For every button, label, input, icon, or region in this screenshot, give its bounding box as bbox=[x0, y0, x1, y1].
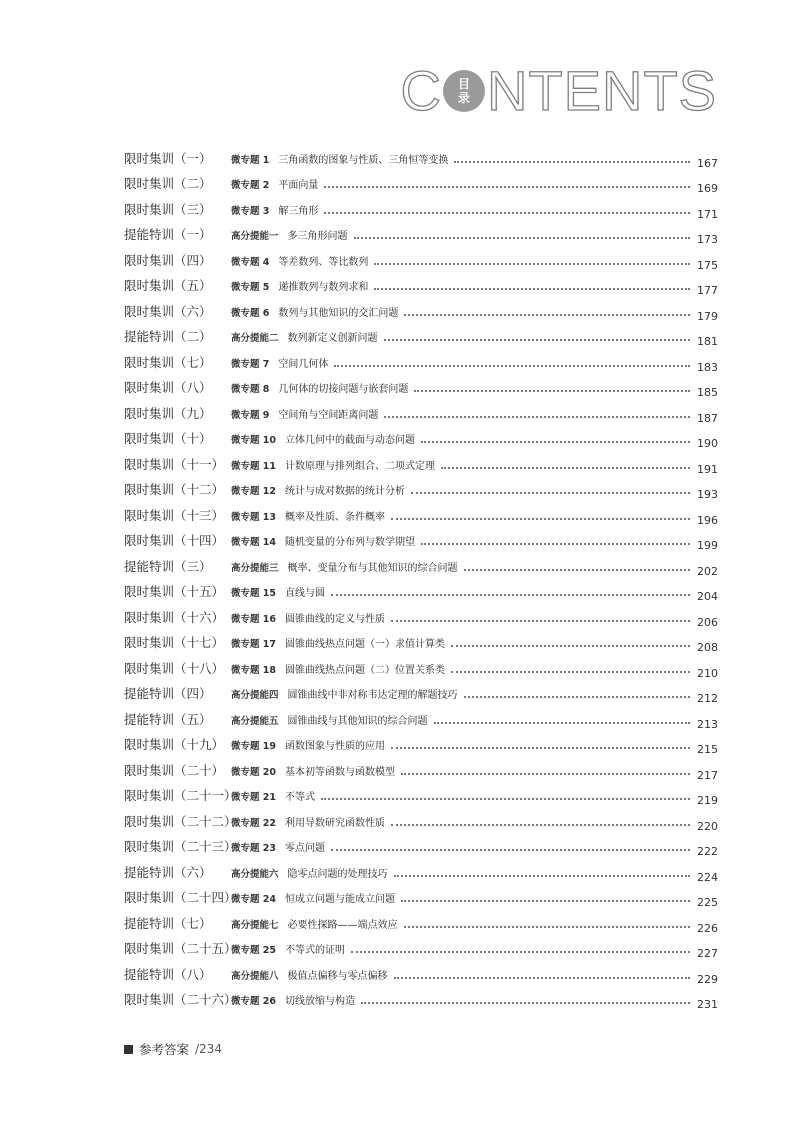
toc-row[interactable] bbox=[124, 299, 718, 325]
toc-page-number: 183 bbox=[697, 360, 718, 374]
toc-topic-label: 微专题 26 bbox=[231, 996, 277, 1007]
toc-topic-label: 微专题 7 bbox=[231, 358, 270, 370]
toc-page-number: 193 bbox=[697, 488, 718, 501]
toc-page-number: 199 bbox=[697, 539, 718, 552]
toc-page-number: 171 bbox=[697, 207, 718, 221]
toc-row[interactable] bbox=[124, 223, 718, 249]
toc-topic-title: 圆锥曲线热点问题（一）求值计算类 bbox=[285, 639, 446, 650]
toc-section-label: 提能特训（一） bbox=[124, 227, 212, 242]
toc-topic-title: 圆锥曲线热点问题（二）位置关系类 bbox=[285, 664, 446, 676]
toc-topic-title: 等差数列、等比数列 bbox=[278, 256, 369, 268]
toc-dot-leader bbox=[394, 977, 690, 979]
toc-topic-title: 直线与圆 bbox=[285, 588, 326, 599]
toc-topic-label: 微专题 1 bbox=[231, 154, 270, 166]
toc-row[interactable] bbox=[124, 554, 718, 580]
toc-page-number: 219 bbox=[697, 794, 718, 807]
toc-dot-leader bbox=[401, 773, 690, 775]
toc-dot-leader bbox=[411, 492, 690, 494]
toc-topic-label: 微专题 3 bbox=[231, 205, 270, 217]
toc-topic-label: 高分提能四 bbox=[231, 690, 279, 701]
toc-row[interactable] bbox=[124, 529, 718, 555]
toc-dot-leader bbox=[391, 824, 690, 826]
toc-topic-title: 三角函数的图象与性质、三角恒等变换 bbox=[278, 154, 449, 166]
toc-topic-label: 高分提能二 bbox=[231, 333, 279, 344]
toc-topic-label: 微专题 12 bbox=[231, 486, 277, 497]
toc-row[interactable] bbox=[124, 988, 718, 1014]
toc-topic-title: 概率、变量分布与其他知识的综合问题 bbox=[287, 562, 458, 574]
toc-topic-title: 隐零点问题的处理技巧 bbox=[287, 868, 388, 880]
toc-dot-leader bbox=[374, 263, 690, 265]
toc-page-number: 231 bbox=[697, 998, 718, 1011]
toc-section-label: 限时集训（五） bbox=[124, 278, 212, 293]
toc-dot-leader bbox=[434, 722, 690, 724]
toc-dot-leader bbox=[334, 365, 690, 367]
logo-badge-circle bbox=[443, 70, 485, 112]
toc-row[interactable] bbox=[124, 656, 718, 682]
toc-row[interactable] bbox=[124, 478, 718, 504]
toc-section-label: 提能特训（三） bbox=[124, 558, 212, 574]
toc-row[interactable] bbox=[124, 835, 718, 861]
toc-section-label: 提能特训（七） bbox=[124, 915, 212, 931]
toc-page-number: 224 bbox=[697, 870, 718, 884]
toc-section-label: 提能特训（六） bbox=[124, 864, 212, 880]
toc-row[interactable] bbox=[124, 350, 718, 376]
toc-topic-title: 不等式 bbox=[285, 792, 316, 803]
toc-row[interactable] bbox=[124, 452, 718, 478]
toc-topic-title: 空间几何体 bbox=[278, 358, 329, 370]
toc-section-label: 限时集训（十五） bbox=[124, 584, 225, 599]
logo-letters-ntents: NTENTS bbox=[487, 59, 717, 122]
toc-topic-label: 微专题 8 bbox=[231, 384, 270, 395]
toc-section-label: 限时集训（十七） bbox=[124, 635, 225, 650]
toc-topic-title: 圆锥曲线中非对称韦达定理的解题技巧 bbox=[287, 690, 458, 701]
toc-topic-title: 多三角形问题 bbox=[287, 231, 348, 242]
toc-topic-title: 不等式的证明 bbox=[285, 945, 346, 956]
toc-row[interactable] bbox=[124, 197, 718, 223]
toc-section-label: 限时集训（七） bbox=[124, 354, 212, 370]
toc-page-number: 190 bbox=[697, 437, 718, 450]
toc-page-number: 217 bbox=[697, 768, 718, 782]
toc-row[interactable] bbox=[124, 401, 718, 427]
toc-topic-title: 零点问题 bbox=[285, 843, 326, 854]
toc-dot-leader bbox=[384, 339, 690, 341]
toc-topic-label: 微专题 25 bbox=[231, 945, 277, 956]
toc-topic-label: 微专题 17 bbox=[231, 639, 277, 650]
toc-row[interactable] bbox=[124, 427, 718, 453]
toc-section-label: 限时集训（二十一） bbox=[124, 788, 237, 803]
toc-page-number: 227 bbox=[697, 947, 718, 960]
toc-page-number: 220 bbox=[697, 819, 718, 833]
toc-section-label: 提能特训（五） bbox=[124, 711, 212, 727]
toc-dot-leader bbox=[414, 390, 690, 392]
toc-row[interactable] bbox=[124, 809, 718, 835]
toc-topic-title: 利用导数研究函数性质 bbox=[285, 817, 386, 829]
toc-topic-label: 微专题 14 bbox=[231, 537, 277, 548]
toc-topic-label: 微专题 6 bbox=[231, 307, 270, 319]
toc-dot-leader bbox=[374, 288, 690, 290]
toc-topic-label: 微专题 18 bbox=[231, 664, 277, 676]
toc-row[interactable] bbox=[124, 376, 718, 402]
toc-topic-title: 数列新定义创新问题 bbox=[287, 333, 378, 344]
toc-topic-title: 切线放缩与构造 bbox=[285, 996, 356, 1007]
square-bullet-icon bbox=[124, 1045, 133, 1054]
toc-topic-title: 圆锥曲线的定义与性质 bbox=[285, 613, 386, 625]
toc-dot-leader bbox=[331, 594, 690, 596]
toc-dot-leader bbox=[421, 543, 690, 545]
toc-page-number: 215 bbox=[697, 743, 718, 756]
toc-page-number: 202 bbox=[697, 564, 718, 578]
toc-dot-leader bbox=[391, 518, 690, 520]
toc-topic-label: 高分提能七 bbox=[231, 919, 279, 931]
toc-row[interactable] bbox=[124, 274, 718, 300]
toc-row[interactable] bbox=[124, 886, 718, 912]
toc-topic-label: 微专题 22 bbox=[231, 817, 277, 829]
toc-row[interactable] bbox=[124, 733, 718, 759]
toc-section-label: 限时集训（二十五） bbox=[124, 941, 237, 956]
toc-dot-leader bbox=[331, 849, 690, 851]
logo-letter-c: C bbox=[400, 59, 442, 122]
toc-dot-leader bbox=[451, 645, 690, 647]
toc-page-number: 187 bbox=[697, 411, 718, 425]
toc-topic-title: 计数原理与排列组合、二项式定理 bbox=[285, 460, 436, 472]
toc-topic-label: 微专题 13 bbox=[231, 511, 277, 523]
toc-dot-leader bbox=[464, 569, 690, 571]
toc-topic-title: 立体几何中的截面与动态问题 bbox=[285, 435, 416, 446]
toc-dot-leader bbox=[384, 416, 690, 418]
toc-topic-title: 平面向量 bbox=[278, 180, 319, 191]
toc-dot-leader bbox=[401, 900, 690, 902]
toc-page-number: 225 bbox=[697, 896, 718, 909]
toc-page-number: 212 bbox=[697, 692, 718, 705]
toc-topic-label: 高分提能三 bbox=[231, 562, 279, 574]
toc-dot-leader bbox=[454, 161, 690, 163]
toc-section-label: 限时集训（二十六） bbox=[124, 992, 237, 1007]
toc-topic-label: 微专题 19 bbox=[231, 741, 277, 752]
toc-section-label: 限时集训（二十三） bbox=[124, 839, 237, 854]
toc-section-label: 提能特训（八） bbox=[124, 966, 212, 982]
toc-section-label: 限时集训（十一） bbox=[124, 456, 225, 472]
toc-page-number: 210 bbox=[697, 666, 718, 680]
toc-topic-title: 圆锥曲线与其他知识的综合问题 bbox=[287, 715, 428, 727]
toc-topic-title: 函数图象与性质的应用 bbox=[285, 741, 386, 752]
toc-row[interactable] bbox=[124, 962, 718, 988]
toc-topic-title: 概率及性质、条件概率 bbox=[285, 511, 386, 523]
toc-topic-title: 统计与成对数据的统计分析 bbox=[285, 486, 406, 497]
toc-topic-label: 高分提能六 bbox=[231, 868, 279, 880]
toc-section-label: 限时集训（十） bbox=[124, 431, 212, 446]
toc-page-number: 179 bbox=[697, 309, 718, 323]
toc-page-number: 196 bbox=[697, 513, 718, 527]
toc-row[interactable] bbox=[124, 937, 718, 963]
toc-page-number: 185 bbox=[697, 386, 718, 399]
logo-badge-char-top: 目 bbox=[457, 77, 470, 91]
toc-topic-title: 几何体的切接问题与嵌套问题 bbox=[278, 384, 409, 395]
toc-dot-leader bbox=[441, 467, 690, 469]
toc-topic-title: 数列与其他知识的交汇问题 bbox=[278, 307, 399, 319]
toc-section-label: 限时集训（十六） bbox=[124, 609, 225, 625]
toc-page-number: 177 bbox=[697, 284, 718, 297]
toc-topic-title: 递推数列与数列求和 bbox=[278, 282, 369, 293]
toc-topic-label: 微专题 11 bbox=[231, 460, 277, 472]
toc-section-label: 限时集训（二十四） bbox=[124, 890, 237, 905]
toc-topic-title: 极值点偏移与零点偏移 bbox=[287, 970, 388, 982]
toc-dot-leader bbox=[451, 671, 690, 673]
toc-dot-leader bbox=[464, 696, 690, 698]
toc-dot-leader bbox=[391, 747, 690, 749]
toc-row[interactable] bbox=[124, 707, 718, 733]
toc-row[interactable] bbox=[124, 605, 718, 631]
toc-page-number: 208 bbox=[697, 641, 718, 654]
toc-dot-leader bbox=[391, 620, 690, 622]
toc-section-label: 限时集训（二十） bbox=[124, 762, 225, 778]
answers-entry[interactable] bbox=[124, 1040, 222, 1058]
toc-dot-leader bbox=[361, 1002, 690, 1004]
toc-topic-title: 必要性探路——端点效应 bbox=[287, 919, 398, 931]
toc-section-label: 限时集训（十八） bbox=[124, 660, 225, 676]
toc-section-label: 限时集训（二十二） bbox=[124, 813, 237, 829]
toc-section-label: 限时集训（十二） bbox=[124, 482, 225, 497]
toc-dot-leader bbox=[394, 875, 690, 877]
toc-row[interactable] bbox=[124, 172, 718, 198]
toc-topic-label: 微专题 4 bbox=[231, 256, 270, 268]
toc-row[interactable] bbox=[124, 758, 718, 784]
toc-dot-leader bbox=[421, 441, 690, 443]
toc-section-label: 限时集训（一） bbox=[124, 150, 212, 166]
toc-row[interactable] bbox=[124, 146, 718, 172]
logo-badge-char-bottom: 录 bbox=[457, 91, 470, 105]
toc-row[interactable] bbox=[124, 248, 718, 274]
contents-logo bbox=[400, 59, 717, 122]
toc-dot-leader bbox=[404, 926, 690, 928]
toc-section-label: 提能特训（二） bbox=[124, 329, 212, 344]
toc-row[interactable] bbox=[124, 325, 718, 351]
toc-page-number: 204 bbox=[697, 590, 718, 603]
toc-page-number: 173 bbox=[697, 233, 718, 246]
toc-topic-title: 恒成立问题与能成立问题 bbox=[285, 894, 396, 905]
toc-row[interactable] bbox=[124, 860, 718, 886]
toc-row[interactable] bbox=[124, 911, 718, 937]
toc-topic-title: 解三角形 bbox=[278, 205, 319, 217]
toc-row[interactable] bbox=[124, 682, 718, 708]
toc-topic-label: 微专题 15 bbox=[231, 588, 277, 599]
toc-topic-label: 高分提能一 bbox=[231, 231, 279, 242]
toc-page-number: 169 bbox=[697, 182, 718, 195]
toc-topic-label: 微专题 23 bbox=[231, 843, 277, 854]
toc-section-label: 限时集训（二） bbox=[124, 176, 212, 191]
toc-topic-label: 微专题 24 bbox=[231, 894, 277, 905]
toc-dot-leader bbox=[354, 237, 690, 239]
toc-topic-label: 微专题 10 bbox=[231, 435, 277, 446]
toc-section-label: 限时集训（九） bbox=[124, 405, 212, 421]
toc-page-number: 181 bbox=[697, 335, 718, 348]
toc-topic-label: 微专题 2 bbox=[231, 180, 270, 191]
toc-page-number: 222 bbox=[697, 845, 718, 858]
toc-row[interactable] bbox=[124, 784, 718, 810]
toc-section-label: 限时集训（六） bbox=[124, 303, 212, 319]
toc-dot-leader bbox=[404, 314, 690, 316]
toc-row[interactable] bbox=[124, 503, 718, 529]
toc-dot-leader bbox=[324, 186, 690, 188]
toc-section-label: 限时集训（三） bbox=[124, 201, 212, 217]
toc-dot-leader bbox=[321, 798, 690, 800]
toc-row[interactable] bbox=[124, 631, 718, 657]
toc-topic-title: 空间角与空间距离问题 bbox=[278, 409, 379, 421]
toc-page-number: 213 bbox=[697, 717, 718, 731]
toc-page-number: 206 bbox=[697, 615, 718, 629]
toc-page-number: 226 bbox=[697, 921, 718, 935]
toc-topic-label: 微专题 20 bbox=[231, 766, 277, 778]
toc-topic-label: 高分提能五 bbox=[231, 715, 279, 727]
toc-page-number: 175 bbox=[697, 258, 718, 272]
toc-page-number: 229 bbox=[697, 972, 718, 986]
toc-topic-label: 微专题 21 bbox=[231, 792, 277, 803]
toc-topic-title: 基本初等函数与函数模型 bbox=[285, 766, 396, 778]
toc-section-label: 限时集训（十四） bbox=[124, 533, 225, 548]
toc-page-number: 167 bbox=[697, 156, 718, 170]
toc-section-label: 限时集训（十九） bbox=[124, 737, 225, 752]
toc-topic-label: 微专题 5 bbox=[231, 282, 270, 293]
toc-section-label: 提能特训（四） bbox=[124, 686, 212, 701]
answers-page-number: /234 bbox=[195, 1042, 222, 1056]
toc-topic-label: 微专题 16 bbox=[231, 613, 277, 625]
toc-topic-label: 高分提能八 bbox=[231, 970, 279, 982]
toc-page-number: 191 bbox=[697, 462, 718, 476]
toc-row[interactable] bbox=[124, 580, 718, 606]
toc-section-label: 限时集训（四） bbox=[124, 252, 212, 268]
toc-section-label: 限时集训（八） bbox=[124, 380, 212, 395]
toc-dot-leader bbox=[324, 212, 690, 214]
answers-label: 参考答案 bbox=[139, 1042, 190, 1057]
toc-section-label: 限时集训（十三） bbox=[124, 507, 225, 523]
toc-dot-leader bbox=[351, 951, 690, 953]
toc-topic-label: 微专题 9 bbox=[231, 409, 270, 421]
toc-topic-title: 随机变量的分布列与数学期望 bbox=[285, 537, 416, 548]
table-of-contents bbox=[124, 146, 718, 1013]
